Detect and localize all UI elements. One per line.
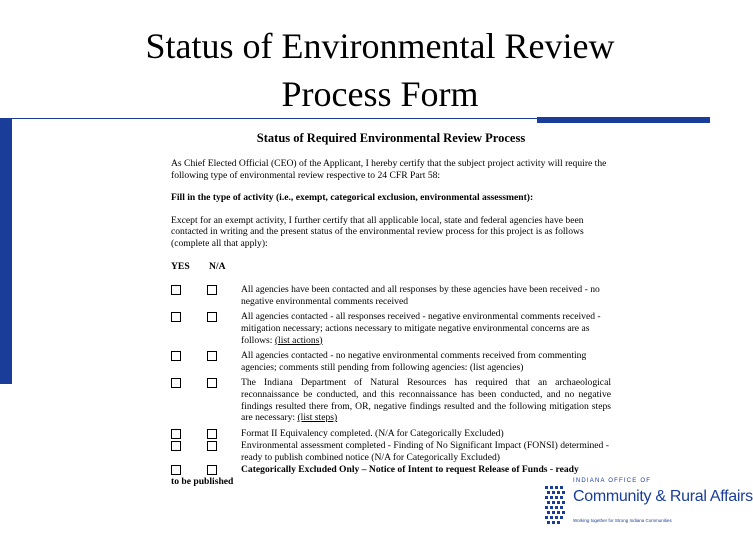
logo-org-line: INDIANA OFFICE OF [573, 478, 652, 484]
form-title: Status of Required Environmental Review Process [256, 131, 526, 145]
yes-checkbox[interactable] [171, 441, 181, 451]
slide-title-line1: Status of Environmental Review [145, 26, 615, 66]
na-checkbox[interactable] [207, 429, 217, 439]
na-checkbox[interactable] [207, 465, 217, 475]
logo-main-text: Community & Rural Affairs [573, 488, 753, 505]
yes-checkbox[interactable] [171, 285, 181, 295]
list-item [171, 377, 611, 423]
list-item [171, 428, 611, 440]
logo-tagline: Working together for Strong Indiana Communities [573, 518, 672, 523]
title-rule-accent [537, 117, 710, 123]
na-checkbox[interactable] [207, 351, 217, 361]
list-item [171, 311, 611, 346]
na-checkbox[interactable] [207, 285, 217, 295]
col-yes: YES [171, 260, 190, 272]
column-headers [171, 261, 611, 273]
list-item [171, 464, 611, 476]
list-item [171, 440, 611, 463]
col-na: N/A [209, 260, 226, 272]
indiana-map-icon [543, 484, 569, 528]
item-text: Format II Equivalency completed. (N/A for Categorically Excluded) [241, 427, 504, 439]
form-image [171, 130, 611, 488]
side-accent-bar [0, 118, 12, 384]
yes-checkbox[interactable] [171, 465, 181, 475]
item-text: All agencies contacted - all responses received - negative environmental comments received - mitigation necessary; actions necessary to mitigate negative environmental concerns are as follows: [241, 311, 601, 346]
yes-checkbox[interactable] [171, 312, 181, 322]
yes-checkbox[interactable] [171, 429, 181, 439]
slide-title-line2: Process Form [281, 74, 479, 114]
na-checkbox[interactable] [207, 378, 217, 388]
item-link: (list steps) [297, 412, 338, 424]
item-text: The Indiana Department of Natural Resources has required that an archaeological reconnaissance be conducted, and this reconnaissance has been conducted, and no negative findings resulted there from, OR, negative findings resulted and the following mitigation steps are necessary: [241, 377, 611, 424]
item-text: Environmental assessment completed - Finding of No Significant Impact (FONSI) determined - ready to publish combined notice (N/A for Categorically Excluded) [241, 440, 609, 463]
item-text: All agencies have been contacted and all responses by these agencies have been received - no negative environmental comments received [241, 284, 600, 307]
item-text: Categorically Excluded Only – Notice of Intent to request Release of Funds - ready [241, 464, 579, 476]
yes-checkbox[interactable] [171, 378, 181, 388]
item-text-tail: to be published [171, 476, 234, 488]
na-checkbox[interactable] [207, 312, 217, 322]
yes-checkbox[interactable] [171, 351, 181, 361]
slide-title [100, 22, 660, 118]
list-item [171, 284, 611, 307]
na-checkbox[interactable] [207, 441, 217, 451]
item-link: (list actions) [274, 334, 323, 346]
item-text: All agencies contacted - no negative environmental comments received from commenting agencies; comments still pending from following agencies: (list agencies) [241, 350, 587, 373]
form-intro: As Chief Elected Official (CEO) of the Applicant, I hereby certify that the subject project activity will require the following type of environmental review respective to 24 CFR Part 58: [171, 158, 607, 181]
form-fill-in: Fill in the type of activity (i.e., exempt, categorical exclusion, environmental assessment): [171, 192, 534, 204]
logo [543, 478, 753, 528]
list-item [171, 350, 611, 373]
form-except: Except for an exempt activity, I further certify that all applicable local, state and federal agencies have been contacted in writing and the present status of the environmental review process for this project is as follows (complete all that apply): [171, 214, 584, 249]
